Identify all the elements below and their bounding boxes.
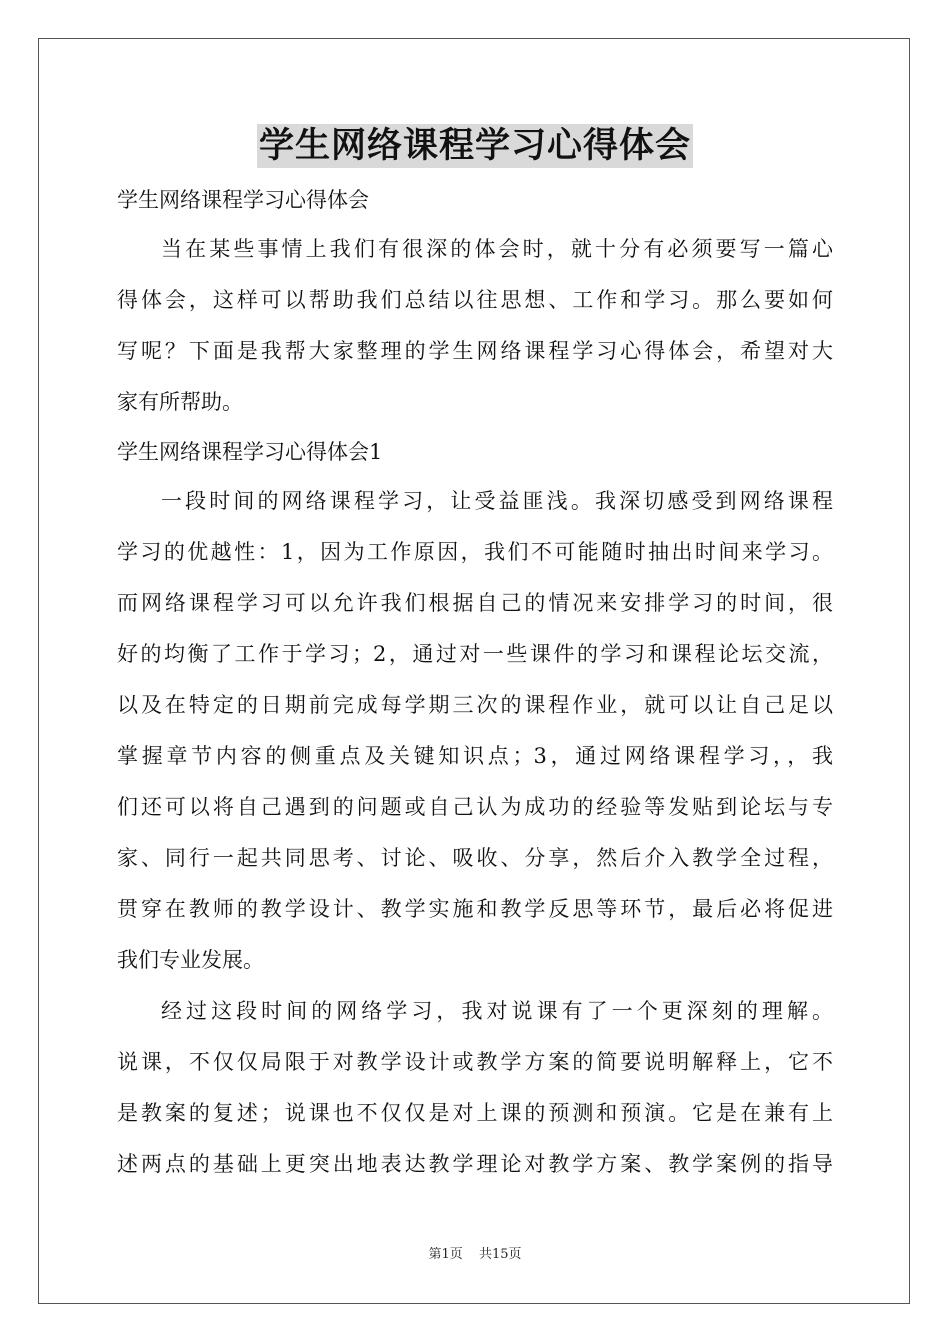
total-pages: 共15页 [478, 1247, 522, 1262]
section-heading: 学生网络课程学习心得体会1 [117, 440, 383, 464]
paragraph-line: 当在某些事情上我们有很深的体会时，就十分有必须要写一篇心 [161, 237, 833, 261]
paragraph-line: 经过这段时间的网络学习，我对说课有了一个更深刻的理解。 [161, 999, 833, 1023]
paragraph-line: 写呢？下面是我帮大家整理的学生网络课程学习心得体会，希望对大 [117, 339, 833, 363]
paragraph-line: 述两点的基础上更突出地表达教学理论对教学方案、教学案例的指导 [117, 1152, 833, 1176]
paragraph-line: 掌握章节内容的侧重点及关键知识点；3，通过网络课程学习，，我 [117, 744, 833, 768]
page-footer [0, 1246, 950, 1264]
paragraph-line: 而网络课程学习可以允许我们根据自己的情况来安排学习的时间，很 [117, 591, 833, 615]
paragraph-line: 以及在特定的日期前完成每学期三次的课程作业，就可以让自己足以 [117, 693, 833, 717]
paragraph-line: 说课，不仅仅局限于对教学设计或教学方案的简要说明解释上，它不 [117, 1050, 833, 1074]
paragraph-line: 家、同行一起共同思考、讨论、吸收、分享，然后介入教学全过程， [117, 846, 833, 870]
document-subtitle: 学生网络课程学习心得体会 [117, 188, 369, 212]
paragraph-line: 我们专业发展。 [117, 948, 264, 972]
page-number: 第1页 [428, 1247, 463, 1262]
title-area [0, 124, 950, 168]
paragraph-line: 学习的优越性：1，因为工作原因，我们不可能随时抽出时间来学习。 [117, 540, 833, 564]
paragraph-line: 好的均衡了工作于学习；2，通过对一些课件的学习和课程论坛交流， [117, 642, 833, 666]
paragraph-line: 得体会，这样可以帮助我们总结以往思想、工作和学习。那么要如何 [117, 288, 833, 312]
intro-paragraph [117, 224, 833, 428]
body-paragraph-1 [117, 476, 833, 986]
document-title: 学生网络课程学习心得体会 [258, 125, 691, 166]
document-body [117, 176, 833, 1190]
paragraph-line: 一段时间的网络课程学习，让受益匪浅。我深切感受到网络课程 [161, 489, 833, 513]
paragraph-line: 是教案的复述；说课也不仅仅是对上课的预测和预演。它是在兼有上 [117, 1101, 833, 1125]
paragraph-line: 们还可以将自己遇到的问题或自己认为成功的经验等发贴到论坛与专 [117, 795, 833, 819]
paragraph-line: 家有所帮助。 [117, 390, 243, 414]
paragraph-line: 贯穿在教师的教学设计、教学实施和教学反思等环节，最后必将促进 [117, 897, 833, 921]
body-paragraph-2 [117, 986, 833, 1190]
